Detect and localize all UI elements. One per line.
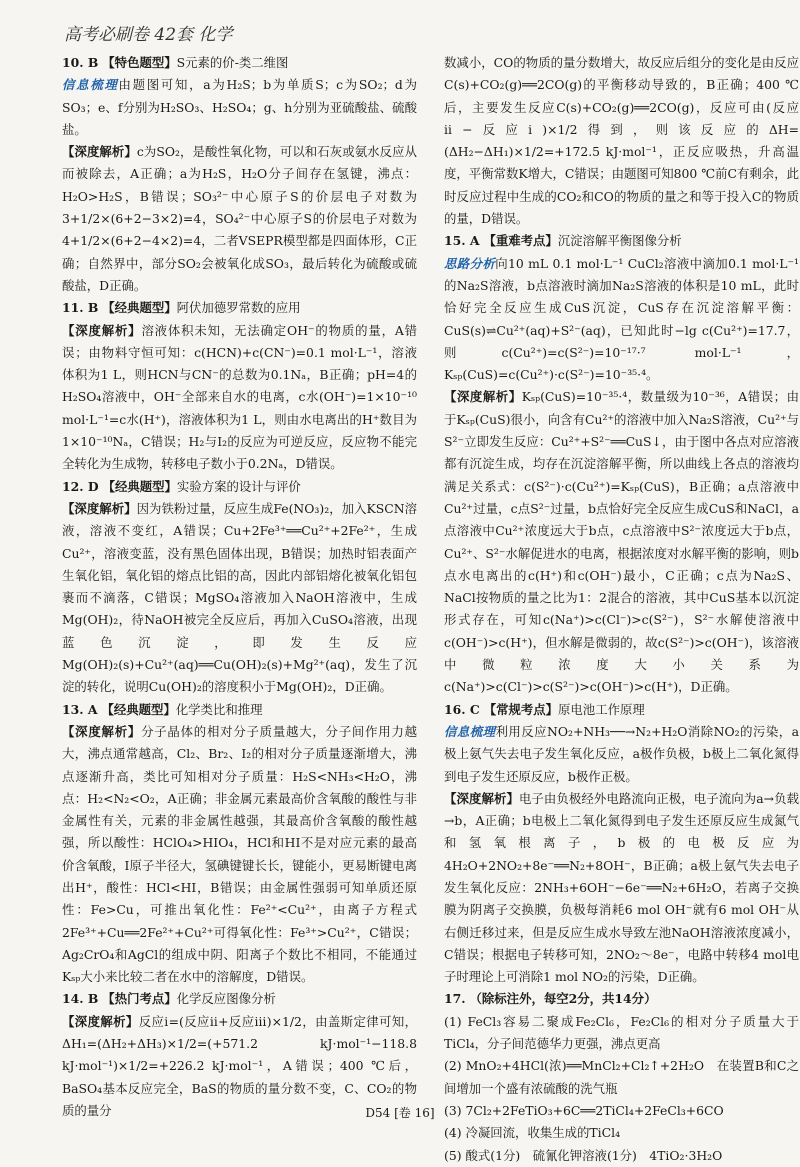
paragraph-label: 【深度解析】 [62, 1013, 139, 1029]
paragraph-text: 由题图可知，a为H₂S；b为单质S；c为SO₂；d为SO₃；e、f分别为H₂SO₃、H₂SO₄；g、h分别为亚硫酸盐、硫酸盐。 [62, 77, 417, 137]
question-tag: 【热门考点】 [102, 991, 177, 1007]
answer-paragraph [444, 1145, 799, 1167]
page-footer: D54 [卷 16] [365, 1106, 435, 1120]
answer-paragraph [62, 721, 417, 989]
answer-paragraph [444, 788, 799, 989]
question-topic: 原电池工作原理 [558, 701, 645, 717]
question-number: 16. C [444, 701, 480, 717]
question-number: 13. A [62, 701, 98, 717]
question-tag: 【常规考点】 [483, 701, 559, 717]
question-heading [62, 988, 417, 1010]
answer-paragraph [444, 1055, 799, 1100]
paragraph-text: 反应ⅰ=(反应ⅱ+反应ⅲ)×1/2，由盖斯定律可知，ΔH₁=(ΔH₂+ΔH₃)×1/2=(+571.2 kJ·mol⁻¹−118.8 kJ·mol⁻¹)×1/2=+226.2 kJ·mol⁻¹，A错误；400 ℃后，BaSO₄基本反应完全，BaS的物质的量分数不变，C、CO₂的物质的量分 [62, 1013, 417, 1118]
question-topic: 阿伏加德罗常数的应用 [176, 300, 301, 316]
question-heading [62, 52, 417, 74]
question-number: 14. B [62, 991, 99, 1007]
question-number: 11. B [62, 300, 99, 316]
question-topic: 化学反应图像分析 [176, 991, 276, 1007]
paragraph-text: 利用反应NO₂+NH₃──→N₂+H₂O消除NO₂的污染，a极上氨气失去电子发生氧化反应，a极作负极，b极上二氧化氮得到电子发生还原反应，b极作正极。 [444, 723, 799, 784]
paragraph-text: 分子晶体的相对分子质量越大，分子间作用力越大，沸点通常越高，Cl₂、Br₂、I₂的相对分子质量逐渐增大，沸点逐渐升高，类比可知相对分子质量：H₂S<NH₃<H₂O，沸点：H₂<N₂<O₂，A正确；非金属元素最高价含氧酸的酸性与非金属性有关，元素的非金属性越强，其最高价含氧酸的酸性越强，所以酸性：HClO₄>HIO₄，HCl和HI不是对应元素的最高价含氧酸，I原子半径大，氢碘键键长长，键能小，更易断键电离出H⁺，酸性：HCl<HI，B错误；由金属性强弱可知单质还原性：Fe>Cu，可推出氧化性：Fe²⁺<Cu²⁺，由离子方程式2Fe³⁺+Cu══2Fe²⁺+Cu²⁺可得氧化性：Fe³⁺>Cu²⁺，C错误；Ag₂CrO₄和AgCl的组成中阴、阳离子个数比不相同，不能通过Kₛₚ大小来比较二者在水中的溶解度，D错误。 [62, 723, 418, 985]
answer-paragraph [444, 253, 799, 387]
paragraph-text: 电子由负极经外电路流向正极，电子流向为a→负载→b，A正确；b电极上二氧化氮得到电子发生还原反应生成氮气和氢氧根离子，b极的电极反应为4H₂O+2NO₂+8e⁻══N₂+8OH⁻，B正确；a极上氨气失去电子发生氧化反应：2NH₃+6OH⁻−6e⁻══N₂+6H₂O，若离子交换膜为阴离子交换膜，负极每消耗6 mol OH⁻就有6 mol OH⁻从右侧迁移过来，但是反应生成水导致左池NaOH溶液浓度减小，C错误；根据电子转移可知，2NO₂～8e⁻，电路中转移4 mol电子时理论上可消除1 mol NO₂的污染，D正确。 [444, 790, 799, 985]
question-number: 10. B [62, 55, 99, 70]
paragraph-text: 向10 mL 0.1 mol·L⁻¹ CuCl₂溶液中滴加0.1 mol·L⁻¹的Na₂S溶液，b点溶液时滴加Na₂S溶液的体积是10 mL，此时恰好完全反应生成CuS沉淀，CuS存在沉淀溶解平衡：CuS(s)⇌Cu²⁺(aq)+S²⁻(aq)，已知此时−lg c(Cu²⁺)=17.7，则c(Cu²⁺)=c(S²⁻)=10⁻¹⁷·⁷ mol·L⁻¹，Kₛₚ(CuS)=c(Cu²⁺)·c(S²⁻)=10⁻³⁵·⁴。 [444, 255, 799, 383]
question-tag: 【经典题型】 [101, 701, 176, 717]
question-heading [62, 297, 417, 319]
paragraph-text: Kₛₚ(CuS)=10⁻³⁵·⁴，数量级为10⁻³⁶，A错误；由于Kₛₚ(CuS)很小，向含有Cu²⁺的溶液中加入Na₂S溶液，Cu²⁺与S²⁻立即发生反应：Cu²⁺+S²⁻══CuS↓，由于图中各点对应溶液都有沉淀生成，均存在沉淀溶解平衡，所以曲线上各点的溶液均满足关系式：c(S²⁻)·c(Cu²⁺)=Kₛₚ(CuS)，B正确；a点溶液中Cu²⁺过量，c点S²⁻过量，b点恰好完全反应生成CuS和NaCl，a点溶液中Cu²⁺浓度远大于b点，c点溶液中S²⁻浓度远大于b点，Cu²⁺、S²⁻水解促进水的电离，根据浓度对水解平衡的影响，则b点水电离出的c(H⁺)和c(OH⁻)最小，C正确；c点为Na₂S、NaCl按物质的量之比为1：2混合的溶液，其中CuS基本以沉淀形式存在，可知c(Na⁺)>c(Cl⁻)>c(S²⁻)，S²⁻水解使溶液中c(OH⁻)>c(H⁺)，但水解是微弱的，故c(S²⁻)>c(OH⁻)，该溶液中微粒浓度大小关系为c(Na⁺)>c(Cl⁻)>c(S²⁻)>c(OH⁻)>c(H⁺)，D正确。 [444, 389, 799, 695]
right-column [444, 52, 799, 1167]
paragraph-label: 信息梳理 [444, 723, 496, 739]
question-tag: 【特色题型】 [102, 55, 177, 70]
paragraph-label: 【深度解析】 [62, 500, 137, 516]
left-column [62, 52, 417, 1122]
question-tag: 【经典题型】 [102, 300, 177, 316]
question-heading [444, 699, 799, 721]
page-header: 高考必刷卷 42套 化学 [64, 25, 233, 45]
paragraph-label: 【深度解析】 [444, 389, 522, 405]
question-tag: 【经典题型】 [102, 478, 177, 494]
paragraph-text: 因为铁粉过量，反应生成Fe(NO₃)₂，加入KSCN溶液，溶液不变红，A错误；Cu+2Fe³⁺══Cu²⁺+2Fe²⁺，生成Cu²⁺，溶液变蓝，没有黑色固体出现，B错误；加热时铝表面产生氧化铝，氧化铝的熔点比铝的高，因此内部铝熔化被氧化铝包裹而不滴落，C错误；MgSO₄溶液加入NaOH溶液中，生成Mg(OH)₂，待NaOH被完全反应后，再加入CuSO₄溶液，出现蓝色沉淀，即发生反应Mg(OH)₂(s)+Cu²⁺(aq)══Cu(OH)₂(s)+Mg²⁺(aq)，发生了沉淀的转化，说明Cu(OH)₂的溶度积小于Mg(OH)₂，D正确。 [62, 500, 418, 695]
question-heading [62, 476, 417, 498]
paragraph-text: c为SO₂，是酸性氧化物，可以和石灰或氨水反应从而被除去，A正确；a为H₂S，H₂O分子间存在氢键，沸点：H₂O>H₂S，B错误；SO₃²⁻中心原子S的价层电子对数为3+1/2×(6+2−3×2)=4，SO₄²⁻中心原子S的价层电子对数为4+1/2×(6+2−4×2)=4，二者VSEPR模型都是四面体形，C正确；自然界中，部分SO₂会被氧化成SO₃，最后转化为硫酸或硫酸盐，D正确。 [62, 144, 417, 293]
question-heading [62, 699, 417, 721]
question-tag: （除标注外，每空2分，共14分） [469, 991, 657, 1007]
question-heading [444, 230, 799, 252]
paragraph-label: 【深度解析】 [444, 790, 519, 806]
question-topic: 沉淀溶解平衡图像分析 [557, 233, 682, 249]
answer-paragraph [62, 498, 417, 699]
continued-text: 数减小，CO的物质的量分数增大，故反应后组分的变化是由反应C(s)+CO₂(g)══2CO(g)的平衡移动导致的，B正确；400 ℃后，主要发生反应C(s)+CO₂(g)══2CO(g)，反应可由(反应ⅱ−反应ⅰ)×1/2得到，则该反应的ΔH=(ΔH₂−ΔH₁)×1/2=+172.5 kJ·mol⁻¹，正反应吸热，升高温度，平衡常数K增大，C错误；由题图可知800 ℃前C有剩余，此时反应过程中生成的CO₂和CO的物质的量之和等于投入C的物质的量，D错误。 [444, 55, 799, 227]
paragraph-text: (1) FeCl₃容易二聚成Fe₂Cl₆，Fe₂Cl₆的相对分子质量大于TiCl₄，分子间范德华力更强，沸点更高 [444, 1013, 799, 1052]
paragraph-text: (4) 冷凝回流，收集生成的TiCl₄ [444, 1125, 621, 1141]
answer-paragraph [444, 1122, 799, 1144]
answer-paragraph [62, 141, 417, 297]
question-topic: 实验方案的设计与评价 [176, 478, 301, 494]
answer-paragraph [444, 386, 799, 698]
paragraph-label: 【深度解析】 [62, 723, 142, 739]
answer-paragraph [444, 721, 799, 788]
question-heading [444, 988, 799, 1010]
question-number: 15. A [444, 233, 480, 249]
answer-paragraph [62, 74, 417, 141]
paragraph-text: 溶液体积未知，无法确定OH⁻的物质的量，A错误；由物料守恒可知：c(HCN)+c(CN⁻)=0.1 mol·L⁻¹，溶液体积为1 L，则HCN与CN⁻的总数为0.1Nₐ，B正确；pH=4的H₂SO₄溶液中，OH⁻全部来自水的电离，c水(OH⁻)=1×10⁻¹⁰ mol·L⁻¹=c水(H⁺)，溶液体积为1 L，则由水电离出的H⁺数目为1×10⁻¹⁰Nₐ，C错误；H₂与I₂的反应为可逆反应，反应物不能完全转化为生成物，转移电子数小于0.2Nₐ，D错误。 [62, 322, 418, 472]
question-tag: 【重难考点】 [483, 233, 558, 249]
question-number: 17. [444, 991, 466, 1007]
paragraph-label: 【深度解析】 [62, 322, 142, 338]
paragraph-label: 【深度解析】 [62, 144, 137, 160]
answer-paragraph [62, 320, 417, 476]
answer-paragraph [444, 1011, 799, 1056]
question-topic: 化学类比和推理 [175, 701, 263, 717]
question-topic: S元素的价-类二维图 [176, 55, 289, 70]
paragraph-text: (5) 酸式(1分) 硫氰化钾溶液(1分) 4TiO₂·3H₂O [444, 1147, 723, 1163]
paragraph-text: (2) MnO₂+4HCl(浓)══MnCl₂+Cl₂↑+2H₂O 在装置B和C之间增加一个盛有浓硫酸的洗气瓶 [444, 1058, 799, 1096]
paragraph-label: 信息梳理 [62, 77, 119, 93]
paragraph-text: (3) 7Cl₂+2FeTiO₃+6C══2TiCl₄+2FeCl₃+6CO [444, 1102, 724, 1118]
question-number: 12. D [62, 478, 99, 494]
paragraph-label: 思路分析 [444, 255, 496, 271]
